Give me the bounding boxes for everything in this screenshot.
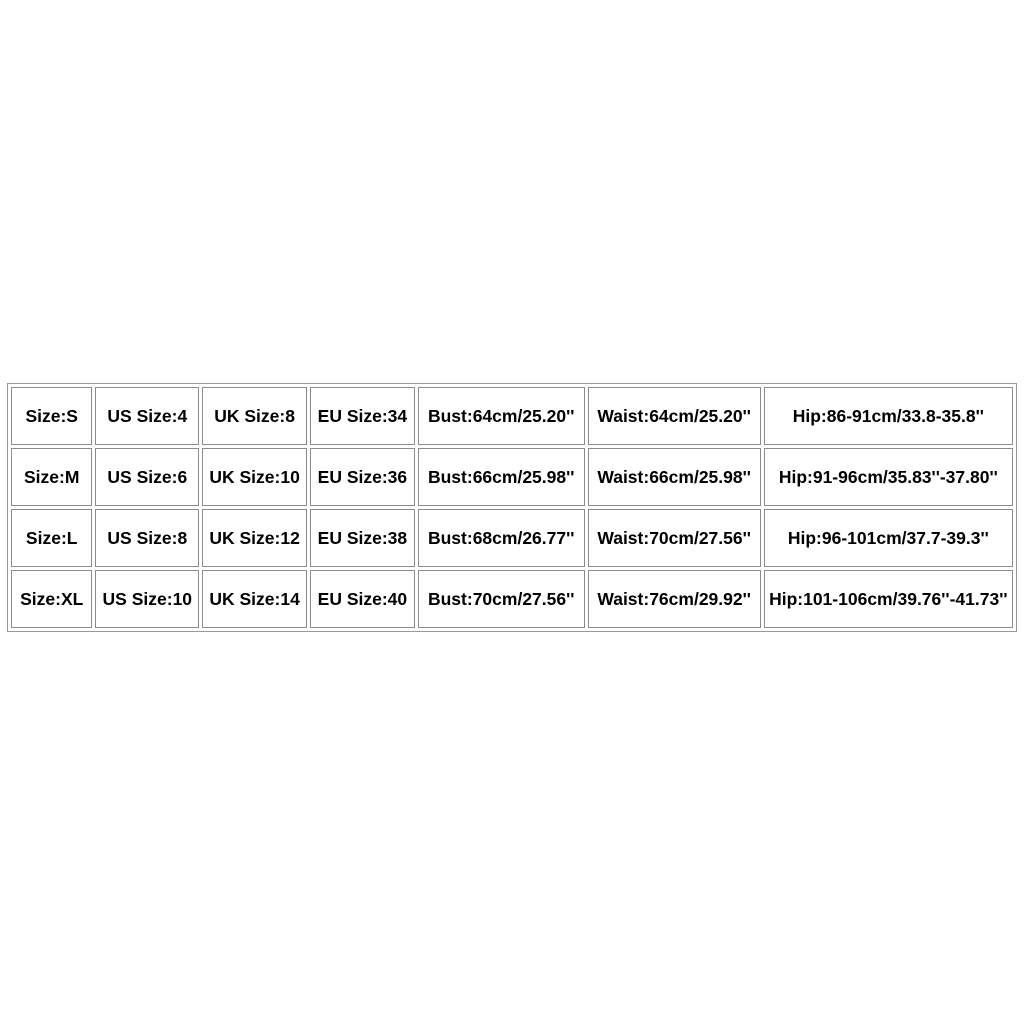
eu-size-cell: EU Size:34 xyxy=(310,387,415,445)
table-row xyxy=(11,448,1013,506)
us-size-cell: US Size:8 xyxy=(95,509,199,567)
bust-cell: Bust:64cm/25.20'' xyxy=(418,387,585,445)
size-cell: Size:XL xyxy=(11,570,92,628)
waist-cell: Waist:70cm/27.56'' xyxy=(588,509,761,567)
waist-cell: Waist:64cm/25.20'' xyxy=(588,387,761,445)
hip-cell: Hip:101-106cm/39.76''-41.73'' xyxy=(764,570,1013,628)
eu-size-cell: EU Size:40 xyxy=(310,570,415,628)
eu-size-cell: EU Size:36 xyxy=(310,448,415,506)
hip-cell: Hip:91-96cm/35.83''-37.80'' xyxy=(764,448,1013,506)
uk-size-cell: UK Size:12 xyxy=(202,509,307,567)
uk-size-cell: UK Size:10 xyxy=(202,448,307,506)
waist-cell: Waist:66cm/25.98'' xyxy=(588,448,761,506)
bust-cell: Bust:70cm/27.56'' xyxy=(418,570,585,628)
waist-cell: Waist:76cm/29.92'' xyxy=(588,570,761,628)
us-size-cell: US Size:4 xyxy=(95,387,199,445)
uk-size-cell: UK Size:14 xyxy=(202,570,307,628)
table-row xyxy=(11,509,1013,567)
table-row xyxy=(11,387,1013,445)
us-size-cell: US Size:10 xyxy=(95,570,199,628)
hip-cell: Hip:96-101cm/37.7-39.3'' xyxy=(764,509,1013,567)
size-cell: Size:S xyxy=(11,387,92,445)
table-row xyxy=(11,570,1013,628)
size-chart-table xyxy=(7,383,1017,632)
us-size-cell: US Size:6 xyxy=(95,448,199,506)
bust-cell: Bust:68cm/26.77'' xyxy=(418,509,585,567)
eu-size-cell: EU Size:38 xyxy=(310,509,415,567)
bust-cell: Bust:66cm/25.98'' xyxy=(418,448,585,506)
size-cell: Size:M xyxy=(11,448,92,506)
size-cell: Size:L xyxy=(11,509,92,567)
uk-size-cell: UK Size:8 xyxy=(202,387,307,445)
hip-cell: Hip:86-91cm/33.8-35.8'' xyxy=(764,387,1013,445)
